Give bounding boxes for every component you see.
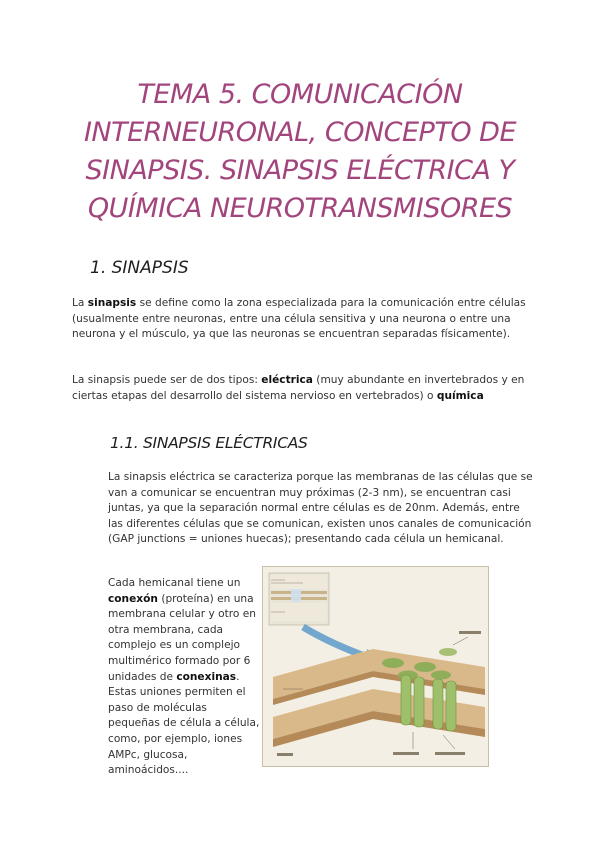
title-line-3: SINAPSIS. SINAPSIS ELÉCTRICA Y xyxy=(85,155,515,186)
paragraph-hemicanal: Cada hemicanal tiene un conexón (proteína) en una membrana celular y otro en otra membrana, cada complejo es un complejo multimérico formado por 6 unidades de conexinas. Estas uniones permiten el paso de moléculas pequeñas de célula a célula, como, por ejemplo, iones AMPc, glucosa, aminoácidos.... xyxy=(108,577,260,777)
label-leader xyxy=(453,637,468,645)
paragraph-sinapsis-types: La sinapsis puede ser de dos tipos: eléctrica (muy abundante en invertebrados y en ciertas etapas del desarrollo del sistema nervioso en vertebrados) o química xyxy=(72,374,525,402)
connexon xyxy=(414,662,436,672)
channel-cylinder xyxy=(433,679,443,729)
inset-junction xyxy=(291,589,301,602)
gap-junction-illustration xyxy=(262,566,489,767)
term-sinapsis: sinapsis xyxy=(87,297,137,309)
connexon xyxy=(431,671,451,680)
label-placeholder xyxy=(435,752,465,755)
channel-cylinder xyxy=(414,677,424,727)
label-placeholder xyxy=(459,631,481,634)
paragraph-sinapsis-definition: La sinapsis se define como la zona especializada para la comunicación entre células (usualmente entre neuronas, entre una célula sensitiva y una neurona o entre una neurona y el músculo, ya que las neuronas se encuentran separadas físicamente). xyxy=(72,297,526,341)
page-title xyxy=(60,76,540,228)
title-line-4: QUÍMICA NEUROTRANSMISORES xyxy=(87,193,513,224)
section-heading-sinapsis-electricas: 1.1. SINAPSIS ELÉCTRICAS xyxy=(110,434,308,452)
paragraph-electrical-synapse: La sinapsis eléctrica se caracteriza porque las membranas de las células que se van a comunicar se encuentran muy próximas (2-3 nm), se encuentran casi juntas, ya que la separación normal entre células es de 20nm. Además, entre las diferentes células que se comunican, existen unos canales de comunicación (GAP junctions = uniones huecas); presentando cada célula un hemicanal. xyxy=(108,471,533,546)
inset-cell-top xyxy=(271,575,327,589)
title-line-2: INTERNEURONAL, CONCEPTO DE xyxy=(83,117,517,148)
connexon xyxy=(439,648,457,656)
term-electrica: eléctrica xyxy=(261,374,313,386)
label-placeholder xyxy=(393,752,419,755)
term-conexinas: conexinas xyxy=(176,670,237,683)
section-heading-sinapsis: 1. SINAPSIS xyxy=(90,258,189,278)
title-line-1: TEMA 5. COMUNICACIÓN xyxy=(137,79,463,110)
term-quimica: química xyxy=(436,389,484,402)
term-conexon: conexón xyxy=(108,592,158,605)
connexon xyxy=(382,658,404,668)
label-leader xyxy=(443,735,455,749)
channel-cylinder xyxy=(401,675,411,725)
channel-cylinder xyxy=(446,681,456,731)
gap-junction-svg xyxy=(263,567,488,766)
label-placeholder xyxy=(277,753,293,756)
